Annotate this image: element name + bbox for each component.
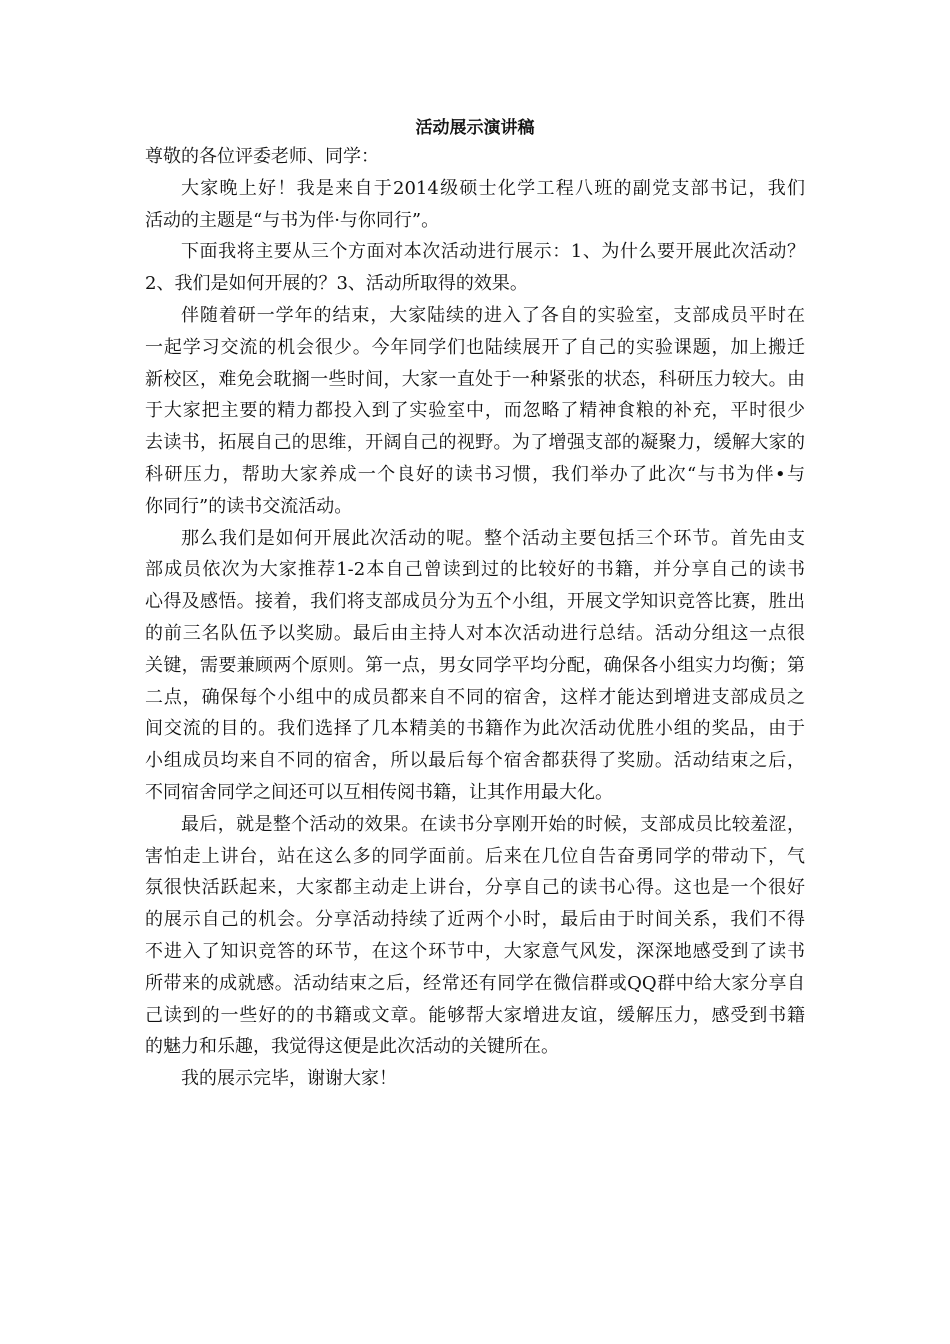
- paragraph-line: 伴随着研一学年的结束，大家陆续的进入了各自的实验室，支部成员平时在: [181, 304, 805, 326]
- paragraph-line: 二点，确保每个小组中的成员都来自不同的宿舍，这样才能达到增进支部成员之: [145, 686, 805, 708]
- paragraph-line: 关键，需要兼顾两个原则。第一点，男女同学平均分配，确保各小组实力均衡；第: [145, 654, 805, 676]
- paragraph: [145, 1063, 805, 1095]
- paragraph: [145, 809, 805, 1063]
- paragraph: [145, 300, 805, 523]
- paragraph-line: 下面我将主要从三个方面对本次活动进行展示：1、为什么要开展此次活动？: [181, 241, 805, 263]
- paragraph-line: 科研压力，帮助大家养成一个良好的读书习惯，我们举办了此次“与书为伴•与: [145, 463, 805, 485]
- paragraph-line: 的魅力和乐趣，我觉得这便是此次活动的关键所在。: [145, 1036, 559, 1058]
- paragraph: [145, 173, 805, 237]
- paragraph-line: 部成员依次为大家推荐1-2本自己曾读到过的比较好的书籍，并分享自己的读书: [145, 559, 805, 581]
- paragraph-line: 大家晚上好！我是来自于2014级硕士化学工程八班的副党支部书记，我们: [181, 177, 805, 199]
- paragraph-line: 于大家把主要的精力都投入到了实验室中，而忽略了精神食粮的补充，平时很少: [145, 400, 805, 422]
- paragraph-line: 害怕走上讲台，站在这么多的同学面前。后来在几位自告奋勇同学的带动下，气: [145, 845, 805, 867]
- paragraph-line: 的前三名队伍予以奖励。最后由主持人对本次活动进行总结。活动分组这一点很: [145, 622, 805, 644]
- paragraph-line: 活动的主题是“与书为伴·与你同行”。: [145, 209, 440, 231]
- paragraph-line: 2、我们是如何开展的？3、活动所取得的效果。: [145, 273, 528, 295]
- paragraph-line: 一起学习交流的机会很少。今年同学们也陆续展开了自己的实验课题，加上搬迁: [145, 336, 805, 358]
- paragraph: [145, 236, 805, 300]
- document-title: 活动展示演讲稿: [415, 118, 535, 138]
- paragraph-line: 小组成员均来自不同的宿舍，所以最后每个宿舍都获得了奖励。活动结束之后，: [145, 750, 805, 772]
- document-body: [145, 141, 805, 1095]
- paragraph: [145, 523, 805, 809]
- paragraph-line: 我的展示完毕，谢谢大家！: [181, 1068, 397, 1090]
- paragraph-line: 心得及感悟。接着，我们将支部成员分为五个小组，开展文学知识竞答比赛，胜出: [145, 591, 805, 613]
- paragraph-line: 新校区，难免会耽搁一些时间，大家一直处于一种紧张的状态，科研压力较大。由: [145, 368, 805, 390]
- paragraph-line: 去读书，拓展自己的思维，开阔自己的视野。为了增强支部的凝聚力，缓解大家的: [145, 432, 805, 454]
- paragraph-line: 的展示自己的机会。分享活动持续了近两个小时，最后由于时间关系，我们不得: [145, 909, 805, 931]
- paragraph-line: 己读到的一些好的的书籍或文章。能够帮大家增进友谊，缓解压力，感受到书籍: [145, 1004, 805, 1026]
- paragraph-line: 不同宿舍同学之间还可以互相传阅书籍，让其作用最大化。: [145, 781, 613, 803]
- paragraph-line: 不进入了知识竞答的环节，在这个环节中，大家意气风发，深深地感受到了读书: [145, 940, 805, 962]
- paragraph-line: 最后，就是整个活动的效果。在读书分享刚开始的时候，支部成员比较羞涩，: [181, 813, 805, 835]
- paragraph-line: 所带来的成就感。活动结束之后，经常还有同学在微信群或QQ群中给大家分享自: [145, 972, 805, 994]
- salutation: 尊敬的各位评委老师、同学：: [145, 146, 379, 167]
- paragraph-line: 间交流的目的。我们选择了几本精美的书籍作为此次活动优胜小组的奖品，由于: [145, 718, 805, 740]
- paragraph-line: 你同行”的读书交流活动。: [145, 495, 353, 517]
- paragraph-line: 那么我们是如何开展此次活动的呢。整个活动主要包括三个环节。首先由支: [181, 527, 805, 549]
- paragraph-line: 氛很快活跃起来，大家都主动走上讲台，分享自己的读书心得。这也是一个很好: [145, 877, 805, 899]
